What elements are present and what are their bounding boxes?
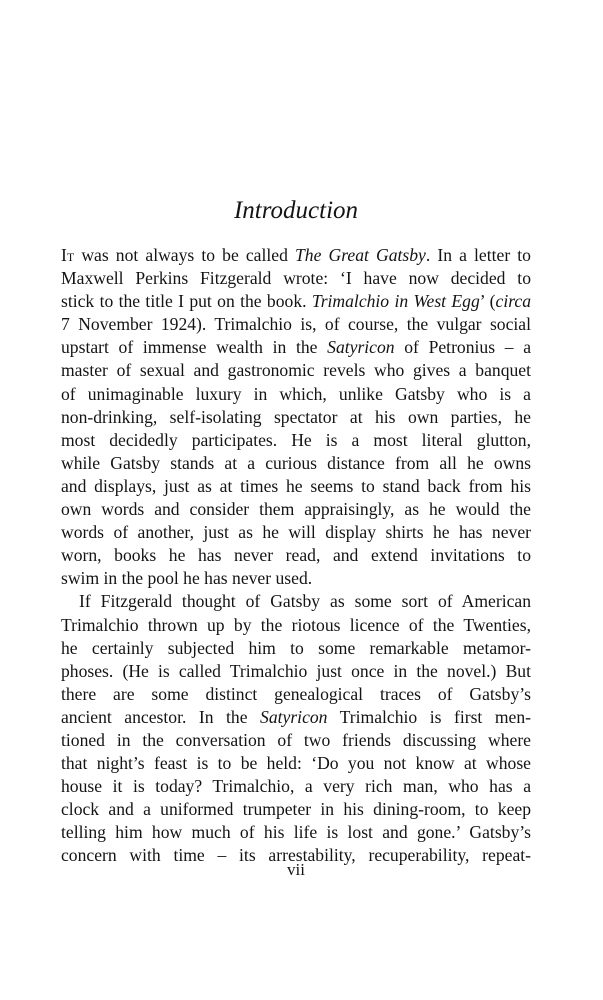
text-line xyxy=(61,775,531,798)
text-line xyxy=(61,683,531,706)
text-line xyxy=(61,590,531,613)
text-line xyxy=(61,359,531,382)
text-line xyxy=(61,544,531,567)
text-segment: non-drinking, self-isolating spectator at his own parties, he xyxy=(61,406,531,427)
text-segment: t xyxy=(66,245,75,265)
text-line xyxy=(61,452,531,475)
text-segment: most decidedly participates. He is a most literal glutton, xyxy=(61,429,531,450)
text-line xyxy=(61,244,531,267)
page-number: vii xyxy=(287,860,305,879)
text-segment: If Fitzgerald thought of Gatsby as some sort of American xyxy=(79,591,531,612)
text-line xyxy=(61,752,531,775)
text-segment: tioned in the conversation of two friends discussing where xyxy=(61,729,531,750)
text-segment: Trimalchio is first men- xyxy=(327,706,531,727)
text-segment: own words and consider them appraisingly, as he would the xyxy=(61,499,531,520)
italic-text: circa xyxy=(495,291,532,312)
text-segment: upstart of immense wealth in the xyxy=(61,337,328,358)
text-line xyxy=(61,521,531,544)
text-line xyxy=(61,313,531,336)
text-line xyxy=(61,729,531,752)
italic-text: Satyricon xyxy=(260,706,328,727)
text-segment: worn, books he has never read, and extend invitations to xyxy=(61,545,531,566)
text-segment: house it is today? Trimalchio, a very rich man, who has a xyxy=(61,776,531,797)
text-line xyxy=(61,290,531,313)
text-line xyxy=(61,567,531,590)
text-segment: Maxwell Perkins Fitzgerald wrote: ‘I have now decided to xyxy=(61,268,531,289)
text-segment: Trimalchio thrown up by the riotous licence of the Twenties, xyxy=(61,614,531,635)
text-line xyxy=(61,821,531,844)
text-line xyxy=(61,498,531,521)
text-segment: of Petronius – a xyxy=(394,337,531,358)
text-segment: and displays, just as at times he seems to stand back from his xyxy=(61,475,531,496)
text-segment: concern with time – its arrestability, recuperability, repeat- xyxy=(61,845,531,866)
text-line xyxy=(61,614,531,637)
chapter-title: Introduction xyxy=(233,197,359,224)
text-line xyxy=(61,383,531,406)
text-line xyxy=(61,429,531,452)
italic-text: Trimalchio in West Egg xyxy=(311,291,480,312)
text-segment: 7 November 1924). Trimalchio is, of course, the vulgar social xyxy=(61,314,531,335)
text-segment: swim in the pool he has never used. xyxy=(61,568,313,589)
text-segment: he certainly subjected him to some remarkable metamor- xyxy=(61,637,531,658)
italic-text: The Great Gatsby xyxy=(294,245,426,265)
text-segment: master of sexual and gastronomic revels who gives a banquet xyxy=(61,360,531,381)
italic-text: Satyricon xyxy=(327,337,395,358)
text-segment: ’ ( xyxy=(479,291,496,312)
text-line xyxy=(61,660,531,683)
text-line xyxy=(61,406,531,429)
text-line xyxy=(61,336,531,359)
text-segment: ancient ancestor. In the xyxy=(61,706,261,727)
text-line xyxy=(61,706,531,729)
text-segment: . In a letter to xyxy=(425,245,531,265)
text-segment: that night’s feast is to be held: ‘Do you not know at whose xyxy=(61,753,531,774)
text-segment: words of another, just as he will display shirts he has never xyxy=(61,522,531,543)
text-line xyxy=(61,798,531,821)
book-page xyxy=(61,0,531,1000)
text-segment: stick to the title I put on the book. xyxy=(61,291,312,312)
text-segment: while Gatsby stands at a curious distance from all he owns xyxy=(61,452,531,473)
text-line xyxy=(61,475,531,498)
text-segment: was not always to be called xyxy=(74,245,295,265)
text-segment: there are some distinct genealogical traces of Gatsby’s xyxy=(61,683,531,704)
text-segment: I xyxy=(61,245,67,265)
text-segment: phoses. (He is called Trimalchio just once in the novel.) But xyxy=(61,660,531,681)
text-line xyxy=(61,267,531,290)
text-segment: clock and a uniformed trumpeter in his dining-room, to keep xyxy=(61,799,531,820)
text-segment: telling him how much of his life is lost and gone.’ Gatsby’s xyxy=(61,822,531,843)
text-line xyxy=(61,637,531,660)
text-segment: of unimaginable luxury in which, unlike Gatsby who is a xyxy=(61,383,531,404)
body-text xyxy=(61,244,531,868)
